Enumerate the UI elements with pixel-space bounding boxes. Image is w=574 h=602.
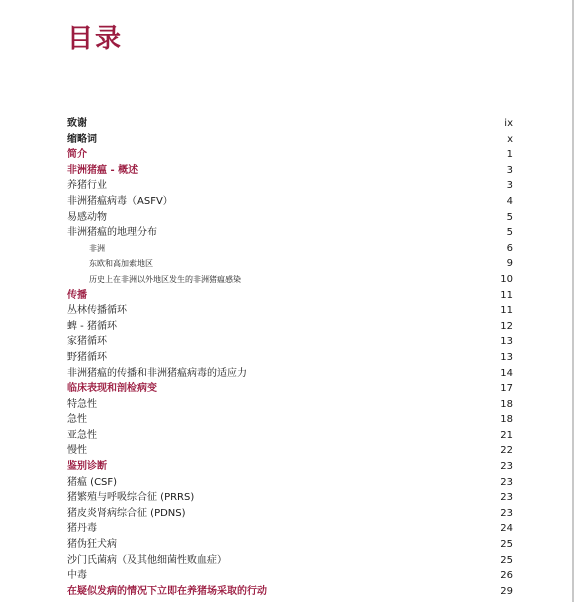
toc-entry-label: 缩略词 [67, 133, 97, 145]
toc-entry-label: 简介 [67, 149, 87, 161]
toc-entry-row[interactable] [67, 537, 513, 553]
toc-page-number: 23 [500, 461, 513, 473]
toc-entry-row[interactable] [67, 428, 513, 444]
toc-entry-label: 历史上在非洲以外地区发生的非洲猪瘟感染 [89, 274, 241, 284]
toc-subentry-row[interactable] [67, 241, 513, 257]
toc-page-number: 18 [500, 398, 513, 410]
toc-entry-row[interactable] [67, 475, 513, 491]
toc-page-number: 5 [506, 227, 513, 239]
toc-page-number: 3 [506, 180, 513, 192]
toc-entry-label: 非洲猪瘟的地理分布 [67, 227, 157, 239]
toc-entry-label: 易感动物 [67, 211, 107, 223]
toc-page-number: 22 [500, 445, 513, 457]
toc-entry-row[interactable] [67, 319, 513, 335]
toc-entry-label: 慢性 [67, 445, 87, 457]
toc-entry-row[interactable] [67, 194, 513, 210]
toc-entry-row[interactable] [67, 303, 513, 319]
toc-page-number: 6 [506, 242, 513, 254]
toc-page-number: 3 [506, 164, 513, 176]
toc-page-number: 29 [500, 585, 513, 597]
toc-page-number: 13 [500, 336, 513, 348]
toc-page-number: 11 [500, 305, 513, 317]
toc-page-number: 5 [506, 211, 513, 223]
toc-entry-label: 非洲 [89, 243, 105, 253]
toc-entry-label: 丛林传播循环 [67, 305, 127, 317]
toc-entry-row[interactable] [67, 490, 513, 506]
toc-section-row[interactable] [67, 147, 513, 163]
toc-entry-label: 猪皮炎肾病综合征 (PDNS) [67, 507, 186, 519]
toc-entry-label: 传播 [67, 289, 87, 301]
toc-entry-label: 亚急性 [67, 429, 97, 441]
toc-page-number: 9 [506, 258, 513, 270]
toc-entry-row[interactable] [67, 334, 513, 350]
toc-page-number: 14 [500, 367, 513, 379]
toc-entry-label: 家猪循环 [67, 336, 107, 348]
toc-page-number: 1 [506, 149, 513, 161]
toc-section-row[interactable] [67, 459, 513, 475]
toc-section-row[interactable] [67, 381, 513, 397]
toc-entry-row[interactable] [67, 553, 513, 569]
toc-page-number: 17 [500, 383, 513, 395]
toc-subentry-row[interactable] [67, 256, 513, 272]
toc-entry-label: 猪瘟 (CSF) [67, 476, 118, 488]
toc-entry-row[interactable] [67, 397, 513, 413]
toc-page-number: 23 [500, 507, 513, 519]
toc-entry-label: 非洲猪瘟 - 概述 [67, 164, 139, 176]
toc-entry-row[interactable] [67, 350, 513, 366]
toc-subentry-row[interactable] [67, 272, 513, 288]
toc-page-number: 26 [500, 570, 513, 582]
toc-entry-row[interactable] [67, 412, 513, 428]
toc-entry-label: 猪伪狂犬病 [67, 539, 117, 551]
toc-entry-label: 非洲猪瘟病毒（ASFV） [67, 195, 173, 207]
toc-entry-label: 养猪行业 [67, 180, 107, 192]
toc-entry-label: 猪丹毒 [67, 523, 97, 535]
toc-entry-row[interactable] [67, 116, 513, 132]
table-of-contents [67, 116, 513, 599]
toc-entry-row[interactable] [67, 521, 513, 537]
toc-entry-label: 中毒 [67, 570, 87, 582]
toc-entry-row[interactable] [67, 178, 513, 194]
toc-entry-label: 鉴别诊断 [67, 461, 107, 473]
toc-page-number: 18 [500, 414, 513, 426]
toc-entry-row[interactable] [67, 225, 513, 241]
toc-entry-row[interactable] [67, 506, 513, 522]
toc-page-number: 12 [500, 320, 513, 332]
toc-entry-row[interactable] [67, 443, 513, 459]
toc-entry-label: 野猪循环 [67, 351, 107, 363]
toc-page-number: x [507, 133, 513, 145]
toc-entry-label: 临床表现和剖检病变 [67, 383, 157, 395]
toc-page-number: 23 [500, 492, 513, 504]
toc-entry-label: 致谢 [67, 118, 87, 129]
toc-section-row[interactable] [67, 288, 513, 304]
toc-page-number: 11 [500, 289, 513, 301]
toc-entry-row[interactable] [67, 132, 513, 148]
toc-page-number: ix [504, 118, 513, 129]
toc-entry-label: 在疑似发病的情况下立即在养猪场采取的行动 [67, 585, 267, 597]
toc-entry-label: 东欧和高加索地区 [89, 259, 153, 269]
toc-entry-row[interactable] [67, 210, 513, 226]
toc-page-number: 25 [500, 539, 513, 551]
toc-page-number: 21 [500, 429, 513, 441]
toc-entry-row[interactable] [67, 568, 513, 584]
toc-page-number: 25 [500, 554, 513, 566]
toc-entry-label: 非洲猪瘟的传播和非洲猪瘟病毒的适应力 [67, 367, 247, 379]
toc-entry-label: 猪繁殖与呼吸综合征 (PRRS) [67, 492, 195, 504]
toc-page-number: 10 [500, 273, 513, 285]
toc-section-row[interactable] [67, 584, 513, 600]
page-title: 目录 [67, 24, 124, 54]
toc-entry-row[interactable] [67, 366, 513, 382]
toc-page-number: 23 [500, 476, 513, 488]
toc-entry-label: 特急性 [67, 398, 97, 410]
toc-entry-label: 沙门氏菌病（及其他细菌性败血症） [67, 554, 227, 566]
toc-section-row[interactable] [67, 163, 513, 179]
toc-entry-label: 急性 [67, 414, 87, 426]
toc-page-number: 4 [506, 195, 513, 207]
toc-page-number: 24 [500, 523, 513, 535]
toc-entry-label: 蜱 - 猪循环 [67, 320, 117, 332]
toc-page-number: 13 [500, 351, 513, 363]
